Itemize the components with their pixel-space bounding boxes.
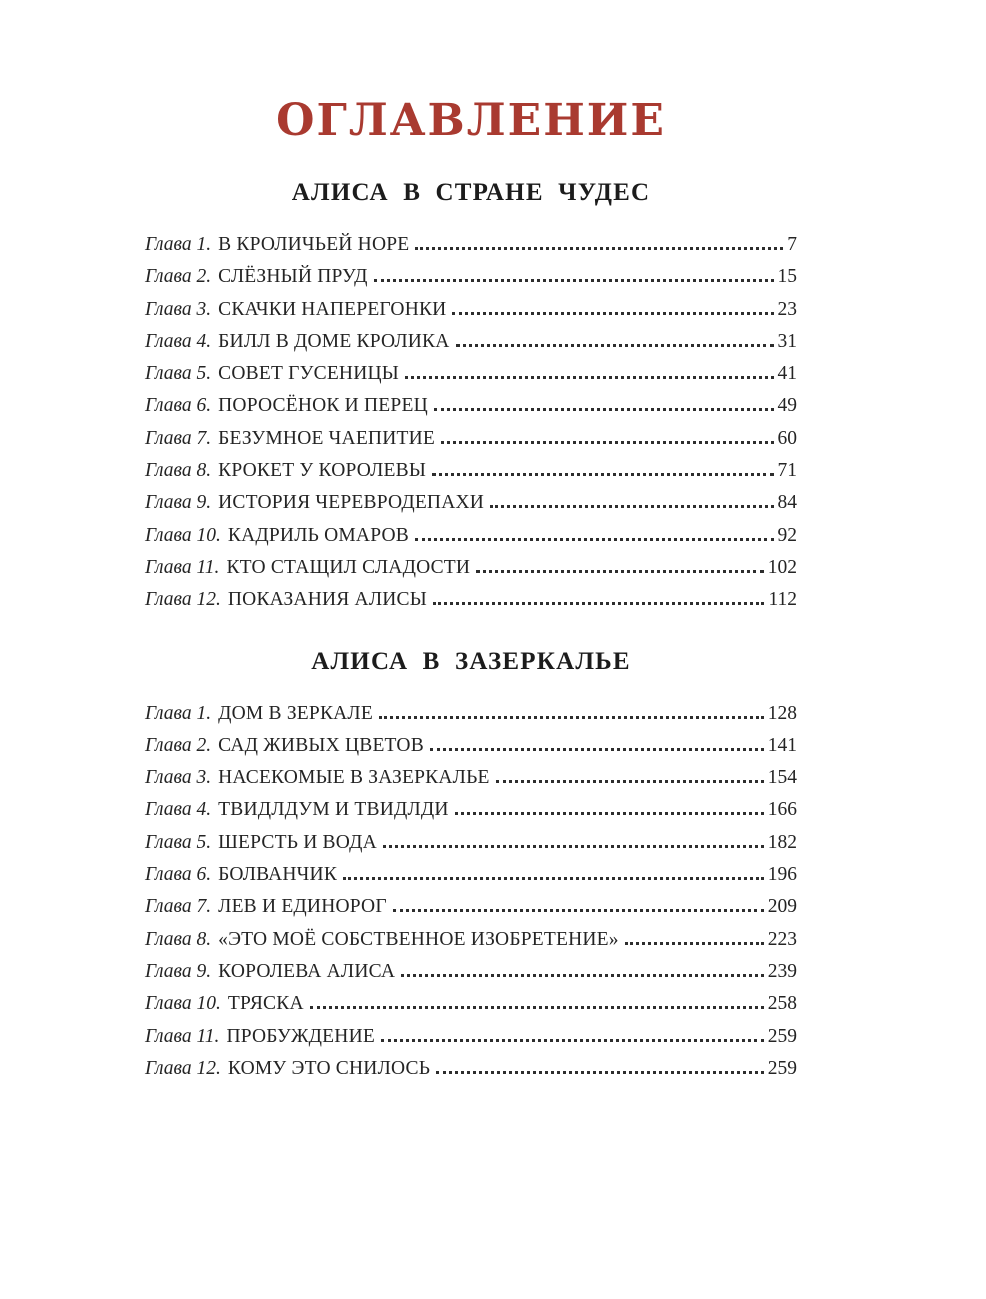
toc-entry-title: КАДРИЛЬ ОМАРОВ — [227, 524, 409, 546]
toc-entry-chapter-label: Глава 11. — [145, 1025, 220, 1047]
toc-entry-chapter-label: Глава 4. — [145, 330, 212, 352]
section-heading-wonderland: АЛИСА В СТРАНЕ ЧУДЕС — [291, 179, 651, 206]
toc-entry-page-number: 223 — [767, 928, 797, 950]
toc-entry-chapter-label: Глава 6. — [145, 864, 212, 886]
toc-entry-chapter-label: Глава 8. — [145, 460, 212, 482]
toc-entry-page-number: 209 — [767, 896, 797, 918]
toc-entry-title: КОМУ ЭТО СНИЛОСЬ — [227, 1057, 431, 1079]
toc-entry — [145, 859, 797, 891]
toc-entry — [145, 455, 797, 487]
toc-entry-title: БИЛЛ В ДОМЕ КРОЛИКА — [218, 330, 450, 352]
toc-entry-page-number: 196 — [767, 864, 797, 886]
toc-entry-page-number: 71 — [777, 460, 797, 482]
toc-entry — [145, 294, 797, 326]
toc-entry — [145, 891, 797, 923]
toc-entry-chapter-label: Глава 9. — [145, 960, 212, 982]
dot-leader — [434, 408, 774, 411]
toc-entry-chapter-label: Глава 12. — [145, 589, 221, 611]
toc-entry — [145, 487, 797, 519]
toc-entry — [145, 520, 797, 552]
toc-entry-chapter-label: Глава 11. — [145, 556, 220, 578]
toc-entry-page-number: 154 — [767, 767, 797, 789]
toc-entry-title: СЛЁЗНЫЙ ПРУД — [218, 266, 368, 288]
toc-entry-title: «ЭТО МОЁ СОБСТВЕННОЕ ИЗОБРЕТЕНИЕ» — [218, 928, 619, 950]
toc-entry-chapter-label: Глава 3. — [145, 767, 212, 789]
toc-entry-title: ПРОБУЖДЕНИЕ — [226, 1025, 375, 1047]
toc-entry-title: ТВИДЛДУМ И ТВИДЛДИ — [218, 799, 449, 821]
toc-entry — [145, 762, 797, 794]
toc-entry-page-number: 259 — [767, 1057, 797, 1079]
toc-entry — [145, 924, 797, 956]
toc-entry — [145, 1053, 797, 1085]
toc-entry — [145, 358, 797, 390]
toc-entry-page-number: 128 — [767, 702, 797, 724]
toc-entry — [145, 1021, 797, 1053]
toc-entry-chapter-label: Глава 10. — [145, 993, 221, 1015]
toc-entry-title: ДОМ В ЗЕРКАЛЕ — [218, 702, 373, 724]
toc-entry-page-number: 41 — [777, 363, 797, 385]
dot-leader — [374, 279, 774, 282]
toc-entry-page-number: 84 — [777, 492, 797, 514]
toc-section-wonderland — [145, 229, 797, 617]
toc-entry-page-number: 182 — [767, 831, 797, 853]
toc-entry — [145, 552, 797, 584]
section-heading-looking-glass: АЛИСА В ЗАЗЕРКАЛЬЕ — [311, 647, 631, 675]
toc-entry — [145, 229, 797, 261]
dot-leader — [381, 1039, 764, 1042]
toc-entry-chapter-label: Глава 6. — [145, 395, 212, 417]
toc-entry-chapter-label: Глава 1. — [145, 702, 212, 724]
toc-entry-page-number: 7 — [787, 234, 797, 255]
toc-entry-title: ШЕРСТЬ И ВОДА — [218, 831, 377, 853]
toc-entry-title: КРОКЕТ У КОРОЛЕВЫ — [218, 460, 427, 482]
toc-section-looking-glass — [145, 698, 797, 1086]
dot-leader — [625, 942, 764, 945]
toc-entry-page-number: 23 — [777, 298, 797, 320]
toc-entry-page-number: 258 — [767, 993, 797, 1015]
dot-leader — [433, 602, 765, 605]
toc-entry — [145, 423, 797, 455]
page-title: ОГЛАВЛЕНИЕ — [276, 95, 666, 146]
toc-entry — [145, 390, 797, 422]
dot-leader — [436, 1071, 764, 1074]
toc-entry-chapter-label: Глава 2. — [145, 266, 212, 288]
dot-leader — [441, 441, 773, 444]
toc-entry-chapter-label: Глава 9. — [145, 492, 212, 514]
toc-entry — [145, 326, 797, 358]
dot-leader — [456, 344, 774, 347]
toc-entry-title: НАСЕКОМЫЕ В ЗАЗЕРКАЛЬЕ — [218, 767, 490, 789]
toc-entry-title: В КРОЛИЧЬЕЙ НОРЕ — [218, 234, 410, 255]
toc-entry-title: БОЛВАНЧИК — [218, 864, 338, 886]
toc-entry-title: СКАЧКИ НАПЕРЕГОНКИ — [218, 298, 447, 320]
toc-entry-page-number: 166 — [767, 799, 797, 821]
toc-entry-page-number: 239 — [767, 960, 797, 982]
toc-entry-title: ПОРОСЁНОК И ПЕРЕЦ — [218, 395, 428, 417]
toc-entry — [145, 584, 797, 616]
toc-entry-title: САД ЖИВЫХ ЦВЕТОВ — [218, 734, 424, 756]
toc-entry-page-number: 259 — [767, 1025, 797, 1047]
toc-entry-title: КОРОЛЕВА АЛИСА — [218, 960, 396, 982]
dot-leader — [383, 845, 764, 848]
toc-entry-chapter-label: Глава 1. — [145, 234, 212, 255]
toc-entry-page-number: 112 — [768, 589, 797, 611]
toc-entry-page-number: 141 — [767, 734, 797, 756]
dot-leader — [452, 312, 773, 315]
toc-entry-title: КТО СТАЩИЛ СЛАДОСТИ — [226, 556, 471, 578]
dot-leader — [415, 247, 783, 250]
dot-leader — [379, 716, 764, 719]
toc-entry-chapter-label: Глава 5. — [145, 363, 212, 385]
dot-leader — [430, 748, 764, 751]
toc-entry-page-number: 92 — [777, 524, 797, 546]
toc-entry — [145, 956, 797, 988]
toc-entry-chapter-label: Глава 5. — [145, 831, 212, 853]
toc-entry-page-number: 31 — [777, 330, 797, 352]
toc-entry-title: ПОКАЗАНИЯ АЛИСЫ — [227, 589, 427, 611]
toc-entry-title: БЕЗУМНОЕ ЧАЕПИТИЕ — [218, 427, 436, 449]
toc-entry-chapter-label: Глава 2. — [145, 734, 212, 756]
dot-leader — [401, 974, 764, 977]
toc-entry-chapter-label: Глава 4. — [145, 799, 212, 821]
dot-leader — [490, 505, 773, 508]
toc-entry-chapter-label: Глава 3. — [145, 298, 212, 320]
toc-entry-title: СОВЕТ ГУСЕНИЦЫ — [218, 363, 399, 385]
dot-leader — [310, 1006, 764, 1009]
dot-leader — [343, 877, 764, 880]
toc-entry — [145, 827, 797, 859]
toc-content — [145, 97, 797, 1085]
toc-entry — [145, 261, 797, 293]
toc-entry — [145, 698, 797, 730]
toc-entry-page-number: 60 — [777, 427, 797, 449]
toc-entry-title: ТРЯСКА — [227, 993, 304, 1015]
toc-entry-chapter-label: Глава 10. — [145, 524, 221, 546]
toc-entry — [145, 988, 797, 1020]
dot-leader — [393, 909, 764, 912]
dot-leader — [415, 538, 774, 541]
toc-entry-page-number: 102 — [767, 556, 797, 578]
toc-entry-page-number: 49 — [777, 395, 797, 417]
toc-entry-chapter-label: Глава 12. — [145, 1057, 221, 1079]
toc-entry-chapter-label: Глава 7. — [145, 896, 212, 918]
toc-entry-title: ЛЕВ И ЕДИНОРОГ — [218, 896, 387, 918]
toc-entry-page-number: 15 — [777, 266, 797, 288]
dot-leader — [432, 473, 773, 476]
toc-entry — [145, 794, 797, 826]
toc-entry-title: ИСТОРИЯ ЧЕРЕВРОДЕПАХИ — [218, 492, 485, 514]
dot-leader — [496, 780, 764, 783]
dot-leader — [476, 570, 764, 573]
toc-entry-chapter-label: Глава 8. — [145, 928, 212, 950]
dot-leader — [455, 812, 764, 815]
dot-leader — [405, 376, 774, 379]
toc-entry-chapter-label: Глава 7. — [145, 427, 212, 449]
toc-entry — [145, 730, 797, 762]
